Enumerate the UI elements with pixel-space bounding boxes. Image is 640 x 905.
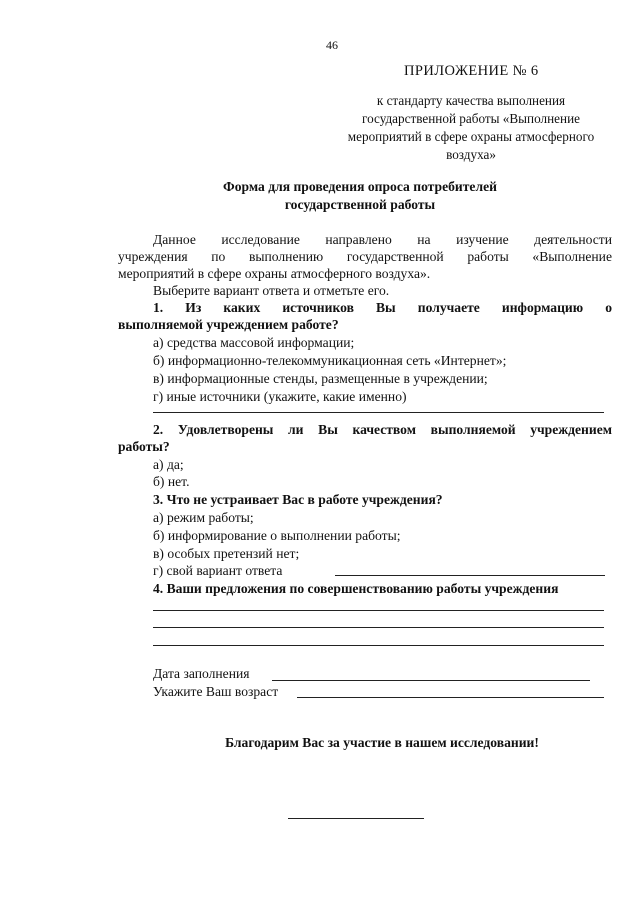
end-divider — [288, 818, 424, 819]
q1-option-a[interactable]: а) средства массовой информации; — [153, 335, 355, 350]
appendix-title: ПРИЛОЖЕНИЕ № 6 — [404, 63, 539, 79]
q1-option-b[interactable]: б) информационно-телекоммуникационная сеть «Интернет»; — [153, 353, 507, 368]
intro-line: учреждения по выполнению государственной работы «Выполнение — [118, 249, 612, 264]
question-2-title-cont: работы? — [118, 439, 170, 454]
question-1-title: 1. Из каких источников Вы получаете информацию о — [153, 300, 612, 315]
appendix-line: мероприятий в сфере охраны атмосферного — [347, 129, 595, 144]
q3-option-b[interactable]: б) информирование о выполнении работы; — [153, 528, 401, 543]
intro-line: мероприятий в сфере охраны атмосферного воздуха». — [118, 266, 431, 281]
appendix-line: государственной работы «Выполнение — [362, 111, 580, 126]
question-3-title: 3. Что не устраивает Вас в работе учреждения? — [153, 492, 443, 507]
q2-option-b[interactable]: б) нет. — [153, 474, 190, 489]
question-2-title: 2. Удовлетворены ли Вы качеством выполняемой учреждением — [153, 422, 612, 437]
form-title — [150, 178, 570, 214]
page-number: 46 — [326, 38, 338, 52]
form-title-line: Форма для проведения опроса потребителей — [223, 179, 497, 194]
q2-option-a[interactable]: а) да; — [153, 457, 184, 472]
q3-option-c[interactable]: в) особых претензий нет; — [153, 546, 300, 561]
age-label: Укажите Ваш возраст — [153, 684, 279, 699]
appendix-line: к стандарту качества выполнения — [376, 93, 566, 108]
appendix-subtitle — [325, 92, 617, 164]
intro-line: Данное исследование направлено на изучение деятельности — [153, 232, 612, 247]
date-input-line[interactable] — [272, 680, 590, 681]
thanks-text: Благодарим Вас за участие в нашем исследовании! — [225, 735, 539, 750]
q1-option-c[interactable]: в) информационные стенды, размещенные в учреждении; — [153, 371, 488, 386]
q3-option-d[interactable]: г) свой вариант ответа — [153, 563, 283, 578]
q3-option-a[interactable]: а) режим работы; — [153, 510, 254, 525]
question-4-title: 4. Ваши предложения по совершенствованию работы учреждения — [153, 581, 559, 596]
date-label: Дата заполнения — [153, 666, 250, 681]
q4-answer-line[interactable] — [153, 627, 604, 628]
q4-answer-line[interactable] — [153, 610, 604, 611]
q1-option-d[interactable]: г) иные источники (укажите, какие именно) — [153, 389, 407, 404]
age-input-line[interactable] — [297, 697, 604, 698]
appendix-line: воздуха» — [446, 147, 496, 162]
q1-answer-line[interactable] — [153, 412, 604, 413]
q3-answer-line[interactable] — [335, 575, 605, 576]
instruction-text: Выберите вариант ответа и отметьте его. — [153, 283, 390, 298]
q4-answer-line[interactable] — [153, 645, 604, 646]
form-title-line: государственной работы — [284, 197, 436, 212]
question-1-title-cont: выполняемой учреждением работе? — [118, 317, 339, 332]
